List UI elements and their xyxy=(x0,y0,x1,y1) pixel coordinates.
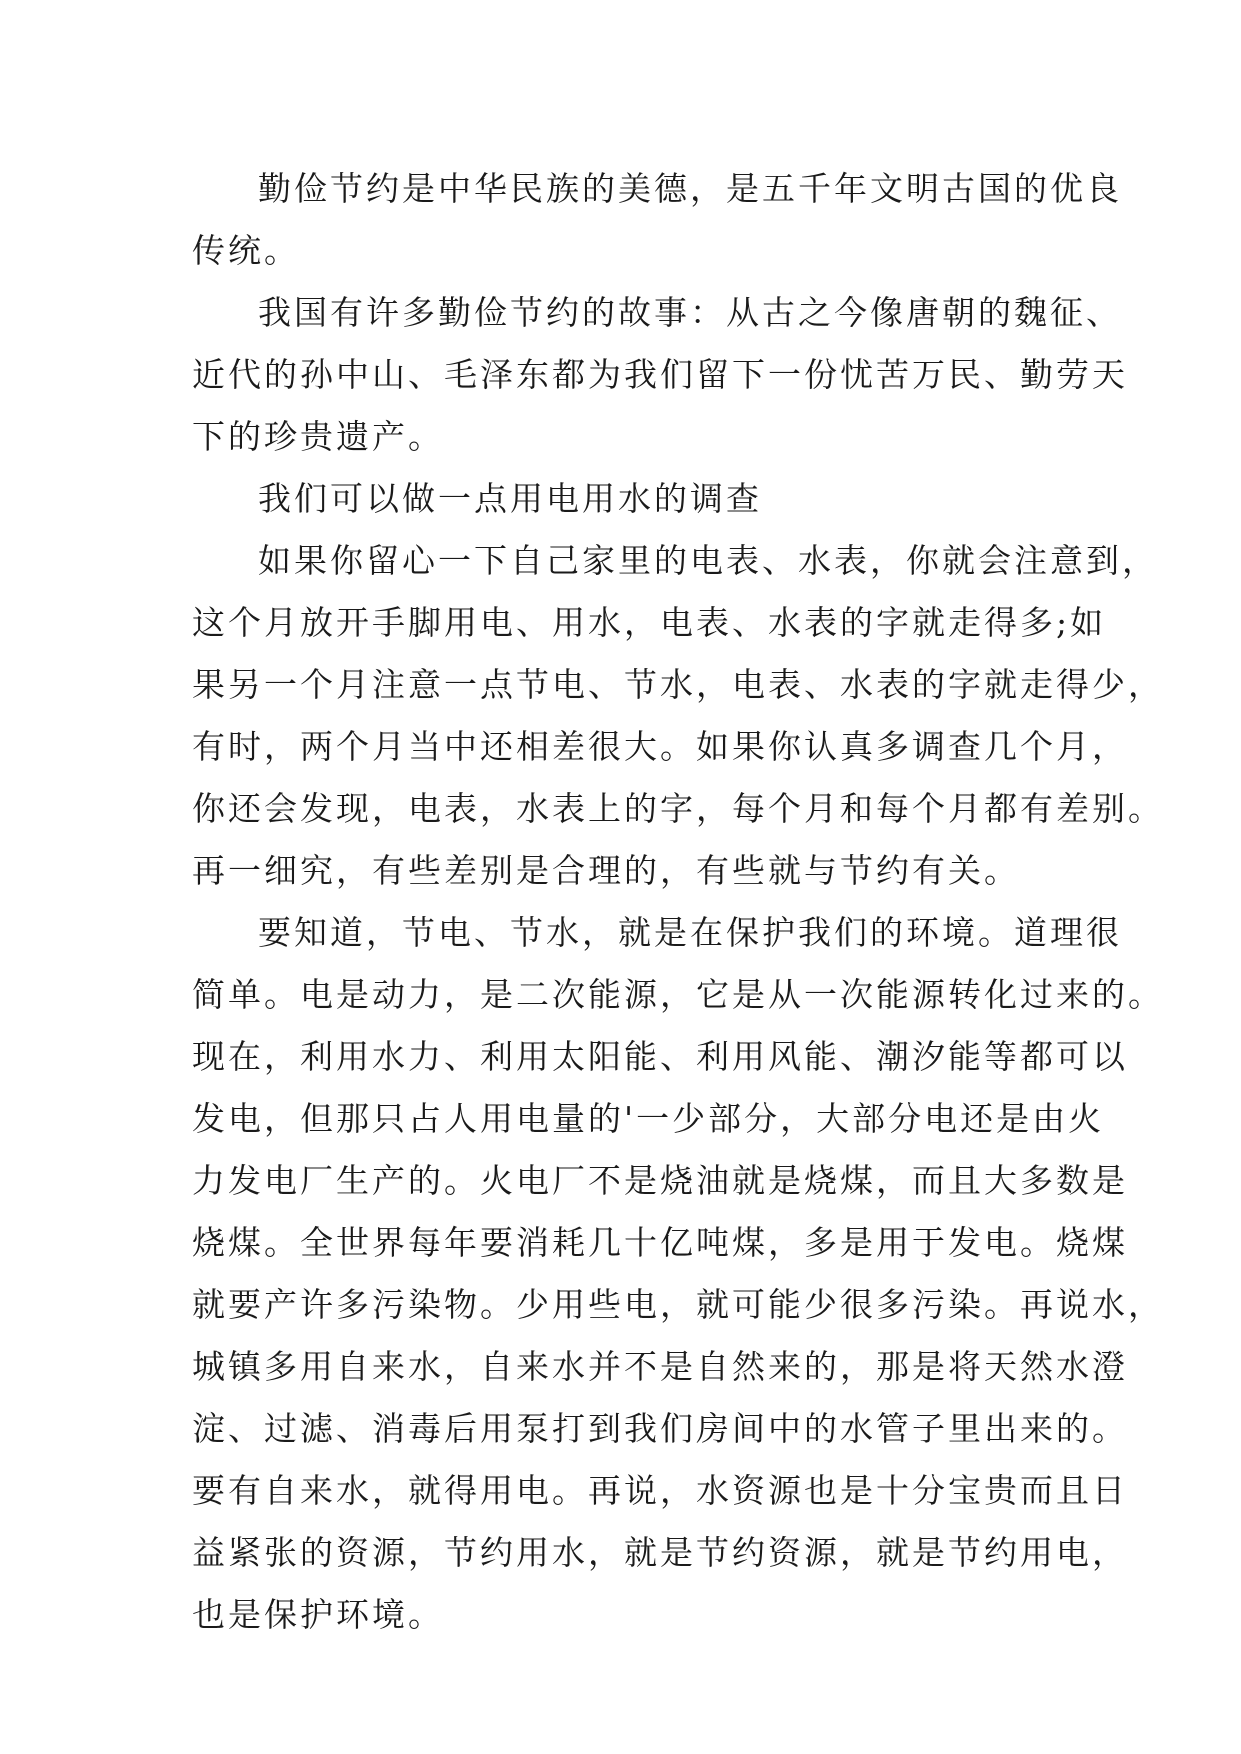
paragraph-5-line-2: 简单。电是动力，是二次能源，它是从一次能源转化过来的。 xyxy=(192,975,1164,1014)
paragraph-5-line-11: 益紧张的资源，节约用水，就是节约资源，就是节约用电， xyxy=(192,1533,1128,1572)
paragraph-4-line-3: 果另一个月注意一点节电、节水，电表、水表的字就走得少， xyxy=(192,665,1164,704)
paragraph-5-line-1: 要知道，节电、节水，就是在保护我们的环境。道理很 xyxy=(258,913,1122,952)
paragraph-5-line-12: 也是保护环境。 xyxy=(192,1595,444,1634)
paragraph-4-line-4: 有时，两个月当中还相差很大。如果你认真多调查几个月， xyxy=(192,727,1128,766)
paragraph-3-line-1: 我们可以做一点用电用水的调查 xyxy=(258,479,762,518)
paragraph-5-line-10: 要有自来水，就得用电。再说，水资源也是十分宝贵而且日 xyxy=(192,1471,1128,1510)
paragraph-5-line-4: 发电，但那只占人用电量的'一少部分，大部分电还是由火 xyxy=(192,1099,1105,1138)
paragraph-5-line-8: 城镇多用自来水，自来水并不是自然来的，那是将天然水澄 xyxy=(192,1347,1128,1386)
paragraph-4-line-2: 这个月放开手脚用电、用水，电表、水表的字就走得多;如 xyxy=(192,603,1107,642)
document-body xyxy=(192,158,1164,1646)
paragraph-2-line-2: 近代的孙中山、毛泽东都为我们留下一份忧苦万民、勤劳天 xyxy=(192,355,1128,394)
paragraph-2-line-3: 下的珍贵遗产。 xyxy=(192,417,444,456)
paragraph-5-line-3: 现在，利用水力、利用太阳能、利用风能、潮汐能等都可以 xyxy=(192,1037,1128,1076)
paragraph-4-line-6: 再一细究，有些差别是合理的，有些就与节约有关。 xyxy=(192,851,1020,890)
paragraph-5-line-5: 力发电厂生产的。火电厂不是烧油就是烧煤，而且大多数是 xyxy=(192,1161,1128,1200)
paragraph-5-line-7: 就要产许多污染物。少用些电，就可能少很多污染。再说水， xyxy=(192,1285,1164,1324)
paragraph-1-line-1: 勤俭节约是中华民族的美德，是五千年文明古国的优良 xyxy=(258,169,1122,208)
paragraph-4-line-1: 如果你留心一下自己家里的电表、水表，你就会注意到， xyxy=(258,541,1158,580)
paragraph-5-line-9: 淀、过滤、消毒后用泵打到我们房间中的水管子里出来的。 xyxy=(192,1409,1128,1448)
paragraph-1-line-2: 传统。 xyxy=(192,231,300,270)
paragraph-2-line-1: 我国有许多勤俭节约的故事：从古之今像唐朝的魏征、 xyxy=(258,293,1122,332)
paragraph-5-line-6: 烧煤。全世界每年要消耗几十亿吨煤，多是用于发电。烧煤 xyxy=(192,1223,1128,1262)
paragraph-4-line-5: 你还会发现，电表，水表上的字，每个月和每个月都有差别。 xyxy=(192,789,1164,828)
